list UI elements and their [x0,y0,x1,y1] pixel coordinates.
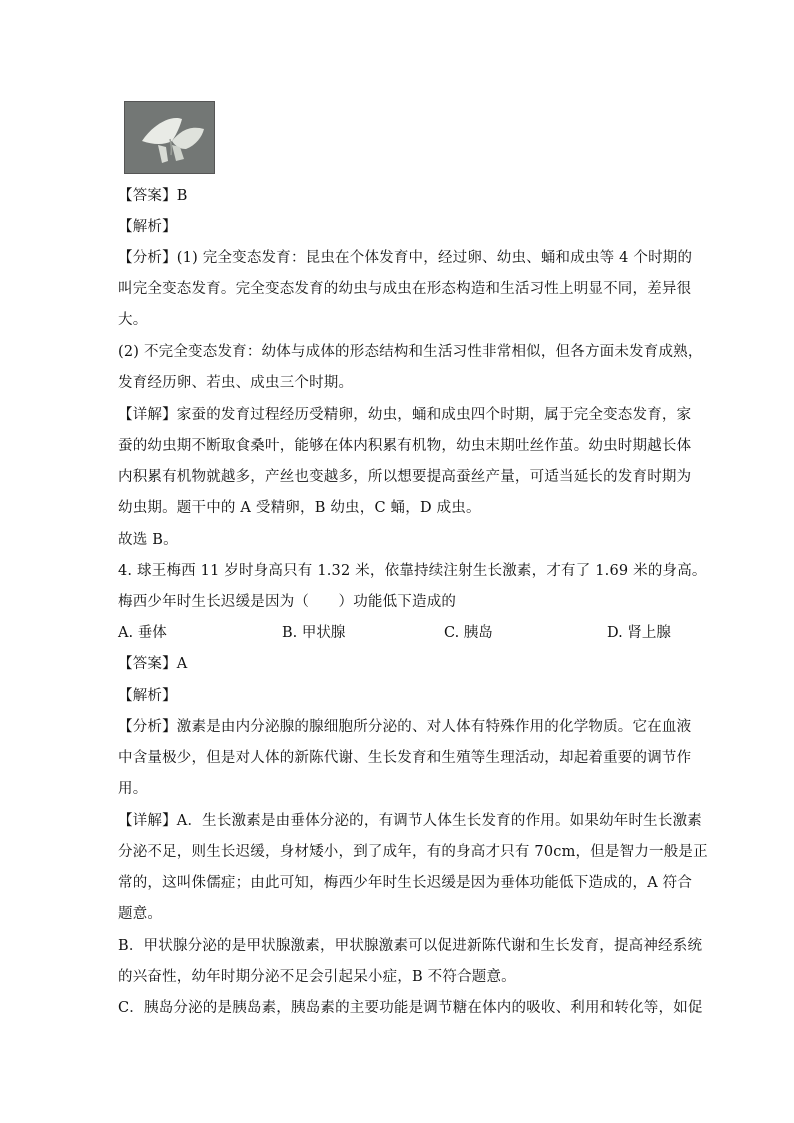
analysis-label-4: 【解析】 [118,688,177,704]
option-d: D. 肾上腺 [607,625,671,641]
text-line: 【详解】家蚕的发育过程经历受精卵，幼虫，蛹和成虫四个时期，属于完全变态发育，家 [118,407,692,423]
analysis-label-3: 【解析】 [118,219,177,235]
text-line: (2) 不完全变态发育：幼体与成体的形态结构和生活习性非常相似，但各方面未发育成熟， [118,344,703,360]
text-line: 大。 [118,312,148,328]
text-line: 常的，这叫侏儒症；由此可知，梅西少年时生长迟缓是因为垂体功能低下造成的，A 符合 [118,875,693,891]
answer-label-4: 【答案】A [118,656,188,672]
question-4-stem-cont: 梅西少年时生长迟缓是因为（ ）功能低下造成的 [118,594,457,610]
text-line: 分泌不足，则生长迟缓，身材矮小，到了成年，有的身高才只有 70cm，但是智力一般是正 [118,844,708,860]
text-line: B．甲状腺分泌的是甲状腺激素，甲状腺激素可以促进新陈代谢和生长发育，提高神经系统 [118,938,703,954]
text-line: 中含量极少，但是对人体的新陈代谢、生长发育和生殖等生理活动，却起着重要的调节作 [118,750,692,766]
text-line: 题意。 [118,906,163,922]
text-line: C．胰岛分泌的是胰岛素，胰岛素的主要功能是调节糖在体内的吸收、利用和转化等，如促 [118,1000,703,1016]
text-line: 内积累有机物就越多，产丝也变越多，所以想要提高蚕丝产量，可适当延长的发育时期为 [118,469,692,485]
text-line: 发育经历卵、若虫、成虫三个时期。 [118,375,354,391]
text-line: 用。 [118,781,148,797]
moth-photo [124,101,215,174]
option-a: A. 垂体 [118,625,167,641]
option-c: C. 胰岛 [444,625,493,641]
text-line: 【详解】A．生长激素是由垂体分泌的，有调节人体生长发育的作用。如果幼年时生长激素 [118,813,702,829]
moth-icon [124,101,215,174]
text-line: 【分析】激素是由内分泌腺的腺细胞所分泌的、对人体有特殊作用的化学物质。它在血液 [118,719,692,735]
text-line: 幼虫期。题干中的 A 受精卵，B 幼虫，C 蛹，D 成虫。 [118,500,481,516]
question-4-stem: 4. 球王梅西 11 岁时身高只有 1.32 米，依靠持续注射生长激素，才有了 1.69 米的身高。 [118,563,707,579]
text-line: 【分析】(1) 完全变态发育：昆虫在个体发育中，经过卵、幼虫、蛹和成虫等 4 个时期的 [118,250,693,266]
text-line: 故选 B。 [118,532,178,548]
answer-label-3: 【答案】B [118,188,188,204]
text-line: 的兴奋性，幼年时期分泌不足会引起呆小症，B 不符合题意。 [118,969,516,985]
text-line: 叫完全变态发育。完全变态发育的幼虫与成虫在形态构造和生活习性上明显不同，差异很 [118,281,692,297]
option-b: B. 甲状腺 [282,625,346,641]
text-line: 蚕的幼虫期不断取食桑叶，能够在体内积累有机物，幼虫末期吐丝作茧。幼虫时期越长体 [118,438,692,454]
